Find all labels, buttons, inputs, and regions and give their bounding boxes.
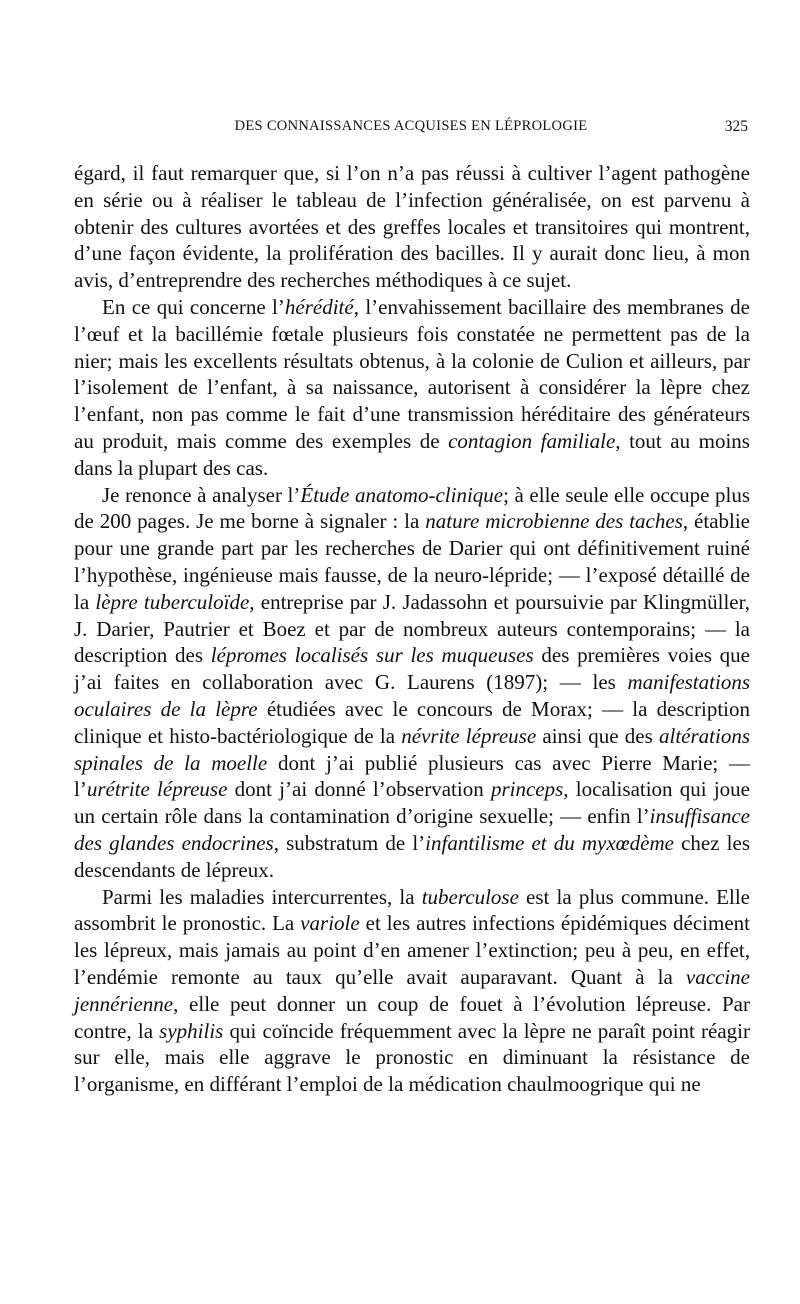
text-run: , établie pour une grande part par les recherches de Darier qui ont définitivement ruiné l’hypothèse, ingénieuse mais fausse, de la neuro-lépride; — l’exposé détaillé de la <box>74 509 751 614</box>
italic-phrase: lèpre tuberculoïde <box>95 589 250 614</box>
text-run: qui coïncide fréquemment avec la lèpre ne paraît point réagir sur elle, mais elle aggrave le pronostic en diminuant la résistance de l’organisme, en différant l’emploi de la médication chaulmoogrique qui ne <box>74 1018 750 1097</box>
text-run: dont j’ai donné l’observation <box>227 777 491 802</box>
italic-phrase: altérations spinales de la moelle <box>74 723 751 775</box>
paragraph <box>74 884 750 1098</box>
italic-phrase: syphilis <box>159 1018 224 1043</box>
text-run: , tout au moins dans la plupart des cas. <box>74 428 750 480</box>
italic-phrase: hérédité <box>284 294 354 319</box>
page-number: 325 <box>724 118 748 135</box>
text-run: , l’envahissement bacillaire des membranes de l’œuf et la bacillémie fœtale plusieurs fois constatée ne permettent pas de la nier; mais les excellents résultats obtenus, à la colonie de Culion et ailleurs, par l’isolement de l’enfant, à sa naissance, autorisent à considérer la lèpre chez l’enfant, non pas comme le fait d’une transmission héréditaire des générateurs au produit, mais comme des exemples de <box>74 294 750 453</box>
italic-phrase: infantilisme et du myxœdème <box>425 830 674 855</box>
italic-phrase: vaccine jennérienne <box>74 964 750 1016</box>
text-run: est la plus commune. Elle assombrit le pronostic. La <box>74 884 750 936</box>
text-run: égard, il faut remarquer que, si l’on n’a pas réussi à cultiver l’agent pathogène en série ou à réaliser le tableau de l’infection généralisée, on est parvenu à obtenir des cultures avortées et des greffes locales et transitoires qui montrent, d’une façon évidente, la prolifération des bacilles. Il y aurait donc lieu, à mon avis, d’entreprendre des recherches méthodiques à ce sujet. <box>74 161 750 293</box>
text-run: , elle peut donner un coup de fouet à l’évolution lépreuse. Par contre, la <box>74 991 750 1043</box>
paragraph <box>74 482 750 884</box>
text-run: , localisation qui joue un certain rôle dans la contamination d’origine sexuelle; — enfin l’ <box>74 777 750 829</box>
body-text <box>74 160 750 1098</box>
italic-phrase: contagion familiale <box>448 428 616 453</box>
italic-phrase: manifestations oculaires de la lèpre <box>74 670 750 721</box>
text-run: En ce qui concerne l’ <box>102 294 285 319</box>
italic-phrase: insuffisance des glandes endocrines <box>74 804 750 855</box>
text-run: et les autres infections épidémiques déciment les lépreux, mais jamais au point d’en amener l’extinction; peu à peu, en effet, l’endémie remonte au taux qu’elle avait auparavant. Quant à la <box>74 911 750 989</box>
italic-phrase: urétrite lépreuse <box>86 777 228 802</box>
text-run: des premières voies que j’ai faites en collaboration avec G. Laurens (1897); — les <box>74 643 750 695</box>
paragraph <box>74 294 750 482</box>
text-run: étudiées avec le concours de Morax; — la description clinique et histo-bactériologique de la <box>74 696 750 748</box>
text-run: ; à elle seule elle occupe plus de 200 pages. Je me borne à signaler : la <box>74 482 750 534</box>
italic-phrase: princeps <box>490 777 564 802</box>
text-run: , substratum de l’ <box>273 830 426 855</box>
italic-phrase: nature microbienne des taches <box>425 509 683 534</box>
italic-phrase: lépromes localisés sur les muqueuses <box>210 643 534 668</box>
italic-phrase: Étude anatomo-clinique <box>300 482 504 507</box>
italic-phrase: tuberculose <box>421 884 519 909</box>
text-run: Parmi les maladies intercurrentes, la <box>102 884 422 909</box>
running-title: DES CONNAISSANCES ACQUISES EN LÉPROLOGIE <box>234 118 588 134</box>
text-run: dont j’ai publié plusieurs cas avec Pierre Marie; — l’ <box>74 750 750 802</box>
text-run: , entreprise par J. Jadassohn et poursuivie par Klingmüller, J. Darier, Pautrier et Boez et par de nombreux auteurs contemporains; — la description des <box>74 589 751 668</box>
text-run: Je renonce à analyser l’ <box>102 482 301 507</box>
paragraph <box>74 160 750 294</box>
italic-phrase: variole <box>300 911 360 936</box>
text-run: ainsi que des <box>536 723 659 748</box>
italic-phrase: névrite lépreuse <box>401 723 537 748</box>
running-head <box>74 118 748 140</box>
text-run: chez les descendants de lépreux. <box>74 830 751 882</box>
